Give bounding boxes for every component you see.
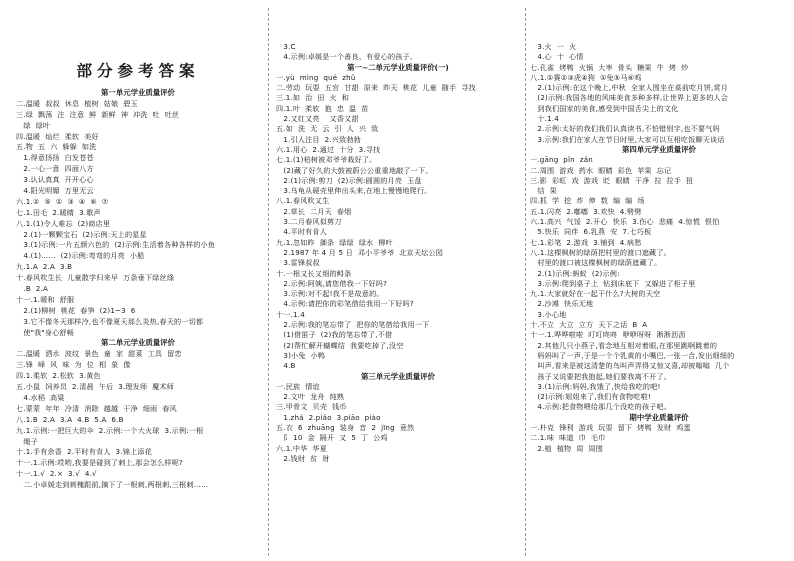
- section-heading: 期中学业质量评价: [629, 412, 689, 422]
- answer-line: 2.示例:我的笔忘带了 把你的笔借给我用一下: [276, 320, 430, 330]
- answer-line: 六.1.用心 2.通过 十分 3.寻找: [276, 144, 381, 154]
- page-title: 部分参考答案: [76, 62, 200, 80]
- answer-line: 结 果: [530, 186, 557, 196]
- answer-line: 到我们国家的美食,感受到中国舌尖上的文化: [530, 103, 679, 113]
- answer-line: 4.示例:卓媛是一个善良、有爱心的孩子。: [276, 52, 418, 62]
- answer-line: 3.示例:对不起!我不是故意的。: [276, 289, 384, 299]
- answer-line: 九.1.忽如昨 御条 绿绿 绿水 柳叶: [276, 237, 393, 247]
- answer-line: 八.1.这棵枫树的绿荫把村里的渡口遮藏了。: [530, 247, 671, 257]
- answer-line: 十.1.4: [530, 114, 559, 124]
- answer-line: 八.1.B 2.A 3.A 4.B 5.A 6.B: [16, 414, 124, 424]
- answer-line: 4.示例:请把你的彩笔借给我用一下好吗?: [276, 299, 414, 309]
- answer-line: 五.衣 6 zhuāng 装身 音 2 jīng 竟然: [276, 422, 415, 432]
- answer-line: 4.示例:把食物喂给那几个没吃的孩子吧。: [530, 402, 672, 412]
- answer-line: 绿 绿叶: [16, 120, 51, 130]
- answer-line: 五.物 五 六 躲躲 如洗: [16, 142, 97, 152]
- answer-line: (2)藏了好久的大鼓被蔚公公重重地敲了一下。: [276, 165, 433, 175]
- answer-line: 六.1.高兴 气馁 2.开心 快乐 3.伤心 悲痛 4.惊慌 恨怕: [530, 217, 720, 227]
- answer-line: 二.小卓媛走到刺槐跟前,摘下了一根刺,两根刺,三根刺……: [16, 480, 209, 490]
- answer-line: 妈妈叫了一声,于是一个个乳黄的小嘴巴,一张一合,发出细细的: [530, 350, 735, 360]
- answer-line: 2.钱财 贫 财: [276, 453, 330, 463]
- answer-line: 3.火 一 火: [530, 42, 577, 51]
- answer-line: 二.温暖 叔叔 休息 植树 姑娘 碧玉: [16, 98, 138, 108]
- answer-line: 3)小兔 小鸭: [276, 350, 326, 360]
- answer-line: 4.心 十 心情: [530, 52, 584, 62]
- answer-line: 五.小鼠 饲养员 2.清晨 午后 3.理发师 魔术师: [16, 382, 175, 392]
- answer-line: 四.1.叶 柔软 抱 忠 温 苗: [276, 103, 369, 113]
- answer-line: (2)帮忙解开蝴蝶结 我要吃掉了,没空: [276, 340, 404, 350]
- answer-line: 绳子: [16, 436, 38, 446]
- answer-line: 一.朴克 锋利 游戏 玩耍 留下 烤鸭 发财 鸡蛋: [530, 422, 691, 432]
- answer-line: 二.温暖 洒水 波纹 景色 童 家 甜菜 工具 留恋: [16, 349, 182, 359]
- answer-line: 2.植 植物 周 周围: [530, 443, 604, 453]
- answer-line: 七.1.彩笔 2.游戏 3.铺到 4.病愁: [530, 237, 642, 247]
- answer-line: 三.1.如 治 田 火 和: [276, 93, 350, 103]
- answer-line: 十一.1.暖和 舒服: [16, 294, 75, 304]
- answer-line: 六.1.中华 华夏: [276, 443, 328, 453]
- column-middle: [276, 0, 520, 464]
- answer-line: 七.蒙蒙 年年 冷清 消除 越越 干净 细雨 春风: [16, 403, 177, 413]
- answer-line: 4.平时有肯人: [276, 227, 328, 237]
- answer-line: 1.得意扬扬 白发苍苍: [16, 153, 94, 163]
- answer-line: 九.1.A 2.A 3.B: [16, 262, 73, 272]
- answer-line: 六.1.② ⑤ ① ③ ④ ⑥ ⑦: [16, 196, 109, 206]
- answer-line: 3.(1)示例:一片五颜六色的 (2)示例:生活着各种各样的小鱼: [16, 240, 216, 250]
- answer-line: .B 2.A: [16, 284, 49, 294]
- answer-line: 2.其他几只小燕子,看念地互相对着眼,在那里跳啊跳着的: [530, 340, 718, 350]
- answer-line: 2.示例:太好的我们我们认真读书,不怕错别字,也不要气妈: [530, 124, 720, 134]
- answer-line: 一.gāng pǐn zǎn: [530, 155, 593, 165]
- answer-line: 1.zhá 2.piǎo 3.piāo piào: [276, 412, 381, 422]
- answer-line: 3.认认真真 开开心心: [16, 175, 94, 185]
- answer-line: 三.锋 峰 风 味 为 位 相 象 像: [16, 360, 131, 370]
- answer-line: 3.它不像冬天那样冷,也不像夏天那么炎热,春天的一切都: [16, 316, 204, 326]
- column-divider: [525, 8, 526, 556]
- column-middle-lines: [276, 0, 520, 464]
- answer-line: 3.示例:爬到桌子上 钻到床底下 又躲进了柜子里: [530, 278, 696, 288]
- answer-line: 二.周围 游戏 药水 眼睛 彩色 苹果 忘记: [530, 165, 672, 175]
- answer-line: 2.1987 年 4 月 5 日 邓小平爷爷 北京天坛公园: [276, 247, 444, 257]
- answer-line: (2)示例:我国各地的风味美食多种多样,让世界上更多的人会: [530, 93, 729, 103]
- answer-line: 4.水稻 高粱: [16, 392, 65, 402]
- column-right: [530, 0, 788, 454]
- section-heading: 第一单元学业质量评价: [101, 88, 175, 97]
- answer-line: 四.抓 学 挖 炸 伸 数 编 编 场: [530, 196, 645, 206]
- section-heading: 第一~二单元学业质量评价(一): [347, 62, 449, 72]
- answer-line: 十.春风吹生长 儿童散学归来早 万条垂下绿丝绦: [16, 273, 175, 283]
- answer-line: 叫声,看来是被这清楚的鸟叫声弄得又惊又喜,却被嗡嗡 几个: [530, 361, 730, 371]
- answer-line: 2.示例:阿姨,请您借我一下好吗?: [276, 278, 388, 288]
- answer-line: 使"我"身心舒畅: [16, 327, 75, 337]
- answer-line: 2.又红又亮 又香又甜: [276, 114, 359, 124]
- answer-line: 2.(1)柳树 桃花 春笋 (2)1~3 6: [16, 305, 136, 315]
- answer-line: 3.(1)示例:妈妈,我饿了,快给我吃的吧!: [530, 381, 661, 391]
- answer-line: 七.1.田毛 2.暖睛 3.歌声: [16, 207, 101, 217]
- answer-line: 2.(1)示例:剪刀 (2)示例:圆圆的月亮 玉盘: [276, 175, 422, 185]
- column-divider: [268, 8, 269, 556]
- answer-line: 3.小心地: [530, 309, 567, 319]
- answer-line: 3.乌龟从硬壳里伸出头来,在地上慢慢地爬行。: [276, 186, 432, 196]
- answer-line: 一.民族 情谊: [276, 381, 320, 391]
- answer-line: 二.劳动 玩耍 五官 甘甜 原来 昨天 桃花 儿童 随手 寻找: [276, 83, 476, 93]
- answer-line: 孩子又说要把我抱起,她们要我离不开了。: [530, 371, 672, 381]
- answer-line: 十一.1.4: [276, 309, 305, 319]
- answer-line: 五.如 洗 无 云 引 人 兴 致: [276, 124, 379, 134]
- answer-line: 八.1.春风吹又生: [276, 196, 330, 206]
- section-heading: 第三单元学业质量评价: [361, 371, 435, 381]
- answer-line: 十一.1.哗哗啦啦 叮叮咚咚 咿咿呀呀 淅淅沥沥: [530, 330, 686, 340]
- column-left-lines: [16, 88, 260, 491]
- answer-line: 二.1.味 味道 巾 毛巾: [530, 433, 606, 443]
- answer-line: 七.孔雀 烤鸭 火锅 大枣 骨头 糖果 牛 烤 炒: [530, 62, 689, 72]
- answer-line: 村里的渡口被这棵枫树的绿荫遮藏了。: [530, 258, 662, 268]
- answer-line: 四.1.柔软 2.松软 3.黄色: [16, 371, 101, 381]
- section-heading: 第四单元学业质量评价: [622, 144, 696, 154]
- answer-line: 一.yù mìng qué zhǔ: [276, 72, 356, 82]
- answer-line: 三.甲骨文 贝壳 钱币: [276, 402, 347, 412]
- answer-line: 五.1.闪亮 2.嘟嘟 3.欢快 4.劈劈: [530, 206, 642, 216]
- answer-line: 十.一根又长又细的鲟条: [276, 268, 352, 278]
- answer-line: 4.(1)…… (2)示例:弯弯的月亮 小船: [16, 251, 145, 261]
- answer-line: 三.绿 飘荡 注 注意 鲜 新鲜 神 冲洗 吐 吐丝: [16, 109, 180, 119]
- answer-line: 1.引人注目 2.兴致勃勃: [276, 134, 361, 144]
- answer-line: 3.二月春风似剪刀: [276, 217, 342, 227]
- answer-line: 2.文叶 龙舟 纯熟: [276, 392, 345, 402]
- column-right-lines: [530, 0, 788, 454]
- answer-line: 三.影 彩虹 戏 游戏 眨 眼睛 干净 拉 拉手 扭: [530, 175, 694, 185]
- answer-line: 九.1.大家就好在一起干什么?大树的天空: [530, 289, 661, 299]
- section-heading: 第二单元学业质量评价: [101, 338, 175, 348]
- answer-line: 3.雷锋叔叔: [276, 258, 320, 268]
- answer-line: 2.草长 二月天 春烟: [276, 206, 352, 216]
- answer-line: 十.不立 大立 立方 天下之话 B A: [530, 320, 648, 330]
- answer-line: 阝 10 金 隔开 又 5 丁 公鸡: [276, 433, 388, 443]
- answer-line: 3.示例:我们在家人在节日时里,大家可以互相吃饭聊天谈话: [530, 134, 725, 144]
- answer-line: (1)借笛子 (2)我的笔忘带了,不借: [276, 330, 393, 340]
- answer-line: 3.C: [276, 42, 296, 51]
- answer-line: 2.(1)示例:蚂蚁 (2)示例:: [530, 268, 620, 278]
- answer-line: 2.一心一意 四面八方: [16, 164, 94, 174]
- answer-line: 八.1.(1)令人难忘 (2)商店里: [16, 218, 111, 228]
- answer-line: 九.1.示例:一把巨大的伞 2.示例:一个大火球 3.示例:一根: [16, 425, 204, 435]
- answer-line: 十一.1.√ 2.× 3.√ 4.√: [16, 469, 97, 479]
- answer-line: 2.沙滩 快乐无地: [530, 299, 594, 309]
- answer-line: 八.1.①赛②③虎④狗 ①兔⑤马⑥鸡: [530, 72, 642, 82]
- answer-line: 十.1.手有余香 2.平时有肯人 3.锦上添花: [16, 447, 152, 457]
- answer-line: 4.B: [276, 361, 296, 371]
- answer-line: 4.阳光明媚 万里无云: [16, 186, 94, 196]
- answer-line: 2.(1)一颗颗宝石 (2)示例:天上的星星: [16, 229, 147, 239]
- answer-line: 十一.1.示例:哎哟,我要是碰到了刺上,那会怎么样呢?: [16, 458, 183, 468]
- column-left: [16, 0, 260, 491]
- answer-line: (2)示例:姐姐来了,我们有食物吃啦!: [530, 392, 651, 402]
- answer-line: 2.(1)示例:在这个晚上,中秋 全家人围坐在桌前吃月饼,赏月: [530, 83, 729, 93]
- answer-line: 七.1.(1)柏树被邓爷爷栽好了。: [276, 155, 377, 165]
- answer-line: 5.快乐 同伴 6.乳燕 安 7.七巧板: [530, 227, 652, 237]
- answer-line: 四.温暖 灿烂 柔软 美好: [16, 131, 99, 141]
